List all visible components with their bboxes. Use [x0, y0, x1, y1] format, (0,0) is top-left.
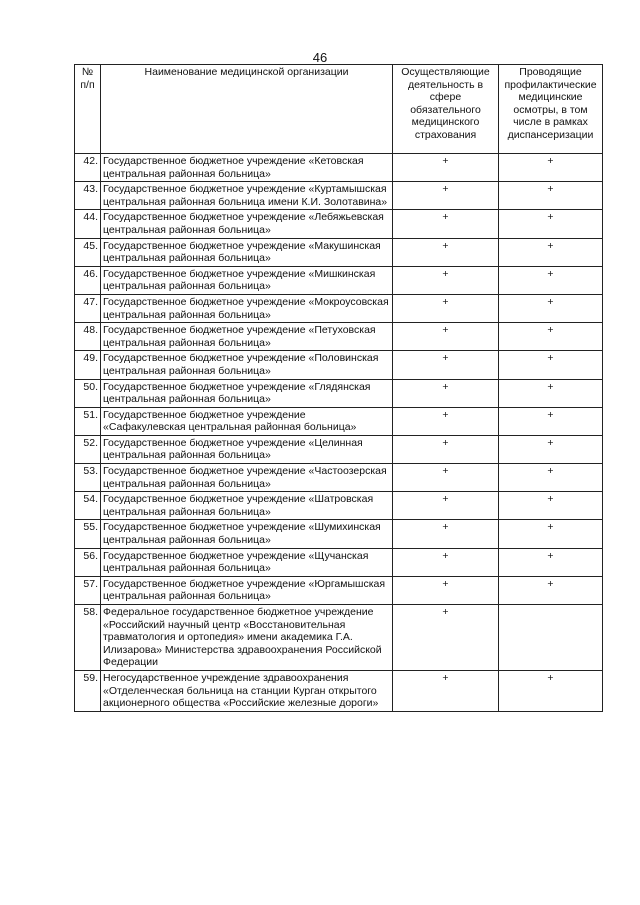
organization-name: Государственное бюджетное учреждение «Кетовская центральная районная больница» — [101, 154, 393, 182]
oms-mark: + — [393, 294, 499, 322]
checkups-mark: + — [499, 210, 603, 238]
oms-mark: + — [393, 548, 499, 576]
checkups-mark: + — [499, 435, 603, 463]
checkups-mark: + — [499, 379, 603, 407]
organization-name: Государственное бюджетное учреждение «Целинная центральная районная больница» — [101, 435, 393, 463]
table-row — [75, 464, 603, 492]
row-number: 52. — [75, 435, 101, 463]
table-row — [75, 379, 603, 407]
row-number: 55. — [75, 520, 101, 548]
oms-mark: + — [393, 435, 499, 463]
table-row — [75, 407, 603, 435]
row-number: 46. — [75, 266, 101, 294]
organization-name: Государственное бюджетное учреждение «Шатровская центральная районная больница» — [101, 492, 393, 520]
checkups-mark: + — [499, 520, 603, 548]
row-number: 53. — [75, 464, 101, 492]
table-row — [75, 294, 603, 322]
organization-name: Негосударственное учреждение здравоохранения «Отделенческая больница на станции Курган открытого акционерного общества «Российские железные дороги» — [101, 670, 393, 711]
organization-name: Федеральное государственное бюджетное учреждение «Российский научный центр «Восстановительная травматология и ортопедия» имени академика Г.А. Илизарова» Министерства здравоохранения Российской Федерации — [101, 605, 393, 671]
oms-mark: + — [393, 492, 499, 520]
checkups-mark: + — [499, 238, 603, 266]
table-row — [75, 670, 603, 711]
table-row — [75, 182, 603, 210]
oms-mark: + — [393, 238, 499, 266]
table-row — [75, 266, 603, 294]
organization-name: Государственное бюджетное учреждение «Лебяжьевская центральная районная больница» — [101, 210, 393, 238]
checkups-mark: + — [499, 576, 603, 604]
organization-name: Государственное бюджетное учреждение «Мишкинская центральная районная больница» — [101, 266, 393, 294]
header-oms: Осуществляющие деятельность в сфере обязательного медицинского страхования — [393, 65, 499, 154]
table-row — [75, 492, 603, 520]
row-number: 49. — [75, 351, 101, 379]
checkups-mark: + — [499, 351, 603, 379]
organization-name: Государственное бюджетное учреждение «Частоозерская центральная районная больница» — [101, 464, 393, 492]
header-checkups: Проводящие профилактические медицинские осмотры, в том числе в рамках диспансеризации — [499, 65, 603, 154]
checkups-mark: + — [499, 294, 603, 322]
oms-mark: + — [393, 576, 499, 604]
row-number: 58. — [75, 605, 101, 671]
row-number: 43. — [75, 182, 101, 210]
table-row — [75, 154, 603, 182]
organization-name: Государственное бюджетное учреждение «Половинская центральная районная больница» — [101, 351, 393, 379]
table-row — [75, 351, 603, 379]
checkups-mark: + — [499, 407, 603, 435]
oms-mark: + — [393, 520, 499, 548]
checkups-mark: + — [499, 548, 603, 576]
table-row — [75, 605, 603, 671]
oms-mark: + — [393, 351, 499, 379]
table-row — [75, 323, 603, 351]
row-number: 56. — [75, 548, 101, 576]
oms-mark: + — [393, 670, 499, 711]
organization-name: Государственное бюджетное учреждение «Глядянская центральная районная больница» — [101, 379, 393, 407]
oms-mark: + — [393, 182, 499, 210]
oms-mark: + — [393, 266, 499, 294]
oms-mark: + — [393, 379, 499, 407]
checkups-mark: + — [499, 464, 603, 492]
organizations-table — [74, 64, 603, 712]
checkups-mark: + — [499, 492, 603, 520]
checkups-mark: + — [499, 266, 603, 294]
page-number: 46 — [312, 50, 328, 65]
organization-name: Государственное бюджетное учреждение «Юргамышская центральная районная больница» — [101, 576, 393, 604]
organization-name: Государственное бюджетное учреждение «Мокроусовская центральная районная больница» — [101, 294, 393, 322]
organization-name: Государственное бюджетное учреждение «Щучанская центральная районная больница» — [101, 548, 393, 576]
table-row — [75, 576, 603, 604]
header-number: № п/п — [75, 65, 101, 154]
checkups-mark: + — [499, 323, 603, 351]
organization-name: Государственное бюджетное учреждение «Петуховская центральная районная больница» — [101, 323, 393, 351]
checkups-mark: + — [499, 182, 603, 210]
row-number: 48. — [75, 323, 101, 351]
header-organization-name: Наименование медицинской организации — [101, 65, 393, 154]
row-number: 50. — [75, 379, 101, 407]
oms-mark: + — [393, 407, 499, 435]
row-number: 51. — [75, 407, 101, 435]
organization-name: Государственное бюджетное учреждение «Сафакулевская центральная районная больница» — [101, 407, 393, 435]
row-number: 47. — [75, 294, 101, 322]
checkups-mark: + — [499, 154, 603, 182]
organization-name: Государственное бюджетное учреждение «Шумихинская центральная районная больница» — [101, 520, 393, 548]
organization-name: Государственное бюджетное учреждение «Куртамышская центральная районная больница имени К.И. Золотавина» — [101, 182, 393, 210]
organization-name: Государственное бюджетное учреждение «Макушинская центральная районная больница» — [101, 238, 393, 266]
table-row — [75, 238, 603, 266]
oms-mark: + — [393, 464, 499, 492]
table-row — [75, 210, 603, 238]
table-row — [75, 520, 603, 548]
row-number: 45. — [75, 238, 101, 266]
table-row — [75, 548, 603, 576]
oms-mark: + — [393, 605, 499, 671]
oms-mark: + — [393, 210, 499, 238]
oms-mark: + — [393, 154, 499, 182]
table-header-row — [75, 65, 603, 154]
row-number: 59. — [75, 670, 101, 711]
row-number: 57. — [75, 576, 101, 604]
row-number: 42. — [75, 154, 101, 182]
row-number: 44. — [75, 210, 101, 238]
checkups-mark: + — [499, 670, 603, 711]
table-row — [75, 435, 603, 463]
checkups-mark — [499, 605, 603, 671]
oms-mark: + — [393, 323, 499, 351]
table-body — [75, 154, 603, 712]
row-number: 54. — [75, 492, 101, 520]
